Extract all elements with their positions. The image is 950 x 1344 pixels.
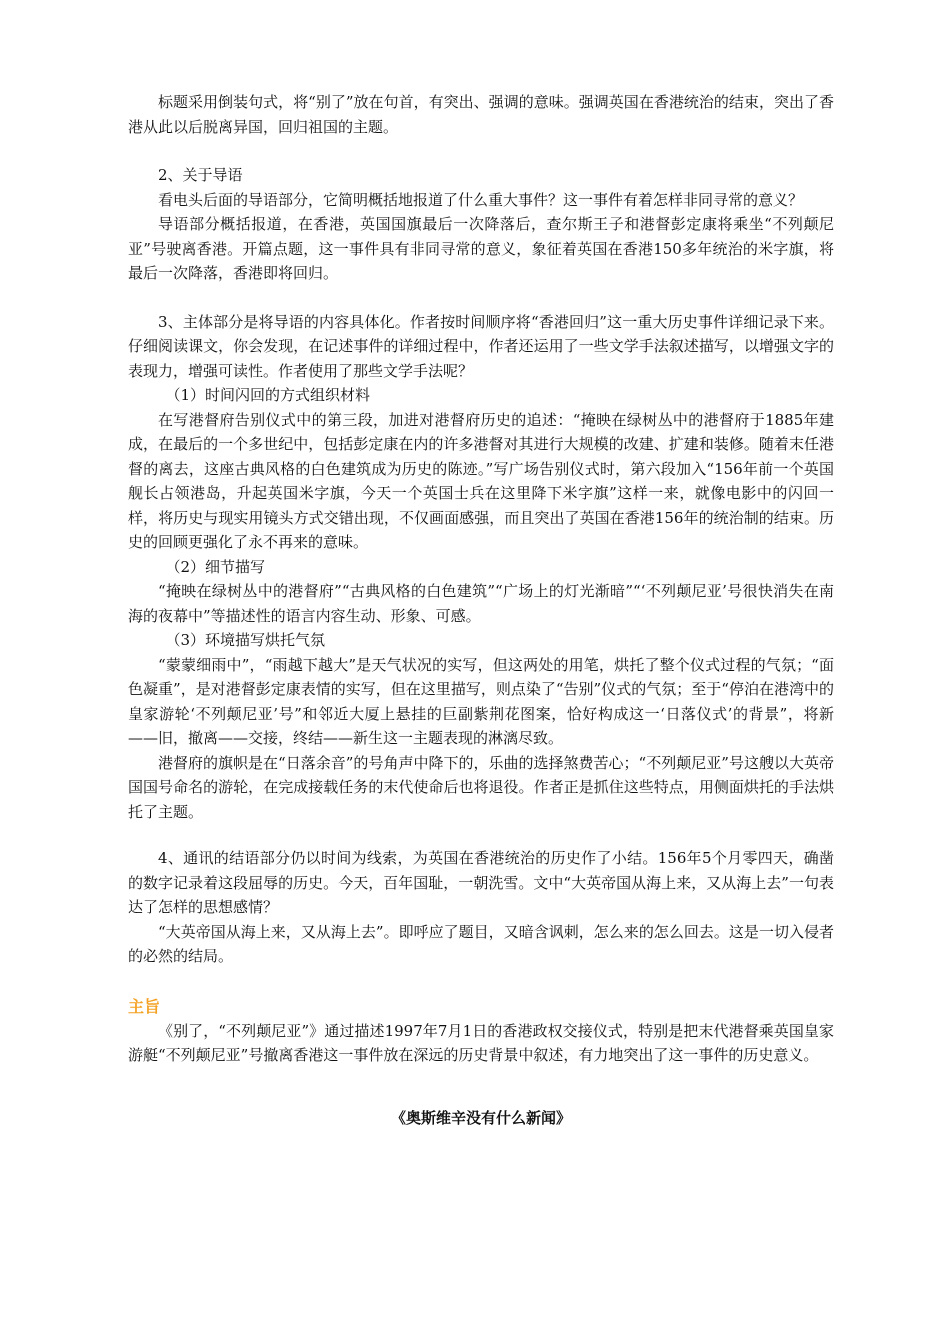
document-page xyxy=(128,90,834,1130)
paragraph-title-analysis: 标题采用倒装句式，将“别了”放在句首，有突出、强调的意味。强调英国在香港统治的结束，突出了香港从此以后脱离异国，回归祖国的主题。 xyxy=(128,93,834,136)
paragraph-body-section: 3、主体部分是将导语的内容具体化。作者按时间顺序将“香港回归”这一重大历史事件详细记录下来。仔细阅读课文，你会发现，在记述事件的详细过程中，作者还运用了一些文学手法叙述描写，以增强文字的表现力，增强可读性。作者使用了那些文学手法呢？ xyxy=(128,312,834,380)
paragraph-detail: “掩映在绿树丛中的港督府”“古典风格的白色建筑”“广场上的灯光渐暗”“‘不列颠尼亚’号很快消失在南海的夜幕中”等描述性的语言内容生动、形象、可感。 xyxy=(128,582,834,625)
paragraph-environment: “蒙蒙细雨中”，“雨越下越大”是天气状况的实写，但这两处的用笔，烘托了整个仪式过程的气氛；“面色凝重”，是对港督彭定康表情的实写，但在这里描写，则点染了“告别”仪式的气氛；至于“停泊在港湾中的皇家游轮‘不列颠尼亚’号”和邻近大厦上悬挂的巨副紫荆花图案，恰好构成这一‘日落仪式’的背景”，将新——旧，撤离——交接，终结——新生这一主题表现的淋漓尽致。 xyxy=(128,655,834,747)
paragraph-lead-answer: 导语部分概括报道，在香港，英国国旗最后一次降落后，查尔斯王子和港督彭定康将乘坐“不列颠尼亚”号驶离香港。开篇点题，这一事件具有非同寻常的意义，象征着英国在香港150多年统治的米字旗，将最后一次降落，香港即将回归。 xyxy=(128,215,834,282)
paragraph-theme: 《别了，“不列颠尼亚”》通过描述1997年7月1日的香港政权交接仪式，特别是把末代港督乘英国皇家游艇“不列颠尼亚”号撤离香港这一事件放在深远的历史背景中叙述，有力地突出了这一事件的历史意义。 xyxy=(128,1021,834,1064)
paragraph-conclusion-answer: “大英帝国从海上来，又从海上去”。即呼应了题目，又暗含讽刺，怎么来的怎么回去。这是一切入侵者的必然的结局。 xyxy=(128,922,834,965)
paragraph-flag: 港督府的旗帜是在“日落余音”的号角声中降下的，乐曲的选择煞费苦心；“不列颠尼亚”号这艘以大英帝国国号命名的游轮，在完成接载任务的末代使命后也将退役。作者正是抓住这些特点，用侧面烘托的手法烘托了主题。 xyxy=(128,753,834,821)
section-title-theme: 主旨 xyxy=(128,996,161,1016)
heading-lead: 2、关于导语 xyxy=(158,166,243,184)
subheading-environment: （3）环境描写烘托气氛 xyxy=(165,631,326,649)
paragraph-flashback: 在写港督府告别仪式中的第三段，加进对港督府历史的追述：“掩映在绿树丛中的港督府于1885年建成，在最后的一个多世纪中，包括彭定康在内的许多港督对其进行大规模的改建、扩建和装修。随着末任港督的离去，这座古典风格的白色建筑成为历史的陈迹。”写广场告别仪式时，第六段加入“156年前一个英国舰长占领港岛，升起英国米字旗，今天一个英国士兵在这里降下米字旗”这样一来，就像电影中的闪回一样，将历史与现实用镜头方式交错出现，不仅画面感强，而且突出了英国在香港156年的统治制的结束。历史的回顾更强化了永不再来的意味。 xyxy=(128,410,834,551)
subheading-flashback: （1）时间闪回的方式组织材料 xyxy=(165,386,371,404)
paragraph-conclusion-question: 4、通讯的结语部分仍以时间为线索，为英国在香港统治的历史作了小结。156年5个月零四天，确凿的数字记录着这段屈辱的历史。今天，百年国耻，一朝洗雪。文中“大英帝国从海上来，又从海上去”一句表达了怎样的思想感情？ xyxy=(128,849,834,916)
paragraph-lead-question: 看电头后面的导语部分，它简明概括地报道了什么重大事件？这一事件有着怎样非同寻常的意义？ xyxy=(158,190,804,209)
next-article-title: 《奥斯维辛没有什么新闻》 xyxy=(390,1108,571,1127)
subheading-detail: （2）细节描写 xyxy=(165,557,266,576)
